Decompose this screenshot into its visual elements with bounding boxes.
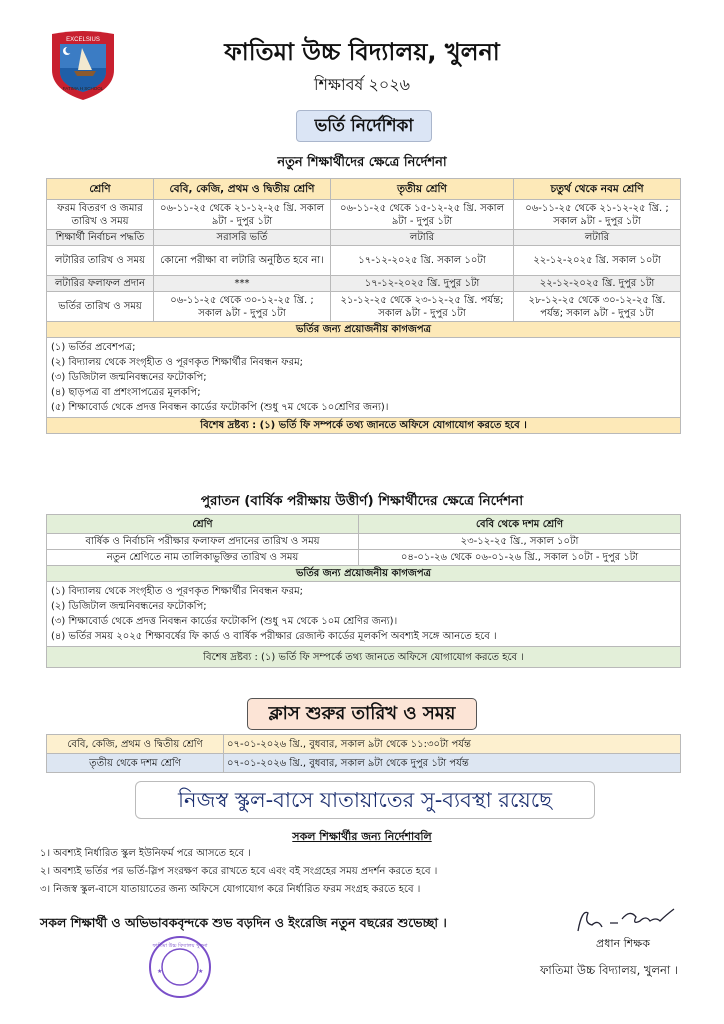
school-seal-icon <box>148 935 212 999</box>
table-cell: *** <box>154 276 331 292</box>
document-title: ভর্তি নির্দেশিকা <box>296 110 432 142</box>
table-cell: ২৮-১২-২৫ থেকে ৩০-১২-২৫ খ্রি. পর্যন্ত; সকাল ৯টা - দুপুর ১টা <box>514 292 681 322</box>
column-header: বেবি, কেজি, প্রথম ও দ্বিতীয় শ্রেণি <box>154 179 331 200</box>
row-label: বেবি, কেজি, প্রথম ও দ্বিতীয় শ্রেণি <box>47 735 224 754</box>
table-cell: সরাসরি ভর্তি <box>154 230 331 246</box>
row-label: তৃতীয় থেকে দশম শ্রেণি <box>47 754 224 773</box>
row-label: শিক্ষার্থী নির্বাচন পদ্ধতি <box>47 230 154 246</box>
row-label: ফরম বিতরণ ও জমার তারিখ ও সময় <box>47 200 154 230</box>
svg-text:★: ★ <box>157 968 163 975</box>
table-row <box>47 200 681 230</box>
table-cell: ০৬-১১-২৫ থেকে ১৫-১২-২৫ খ্রি. সকাল ৯টা - দুপুর ১টা <box>331 200 514 230</box>
table-cell: ০৬-১১-২৫ থেকে ২১-১২-২৫ খ্রি. ; সকাল ৯টা - দুপুর ১টা <box>514 200 681 230</box>
table-header-row <box>47 515 681 534</box>
instructions-title: সকল শিক্ষার্থীর জন্য নির্দেশাবলি <box>292 830 432 843</box>
table-cell: ২৩-১২-২৫ খ্রি., সকাল ১০টা <box>359 534 681 550</box>
table-cell: ২১-১২-২৫ থেকে ২৩-১২-২৫ খ্রি. পর্যন্ত; সকাল ৯টা - দুপুর ১টা <box>331 292 514 322</box>
list-item: (৪) ভর্তির সময় ২০২৫ শিক্ষাবর্ষের ফি কার্ড ও বার্ষিক পরীক্ষার রেজাল্ট কার্ডের মূলকপি অবশ্যই সঙ্গে আনতে হবে । <box>51 631 497 642</box>
table-cell: ২২-১২-২০২৫ খ্রি. দুপুর ১টা <box>514 276 681 292</box>
table-row <box>47 550 681 566</box>
svg-text:FATIMA H SCHOOL: FATIMA H SCHOOL <box>62 86 104 91</box>
table-cell: কোনো পরীক্ষা বা লটারি অনুষ্ঠিত হবে না। <box>154 246 331 276</box>
documents-header: ভর্তির জন্য প্রয়োজনীয় কাগজপত্র <box>47 566 681 582</box>
school-name: ফাতিমা উচ্চ বিদ্যালয়, খুলনা <box>224 38 500 66</box>
table-cell: লটারি <box>514 230 681 246</box>
instruction-item: ২। অবশ্যই ভর্তির পর ভর্তি-স্লিপ সংরক্ষণ করে রাখতে হবে এবং বই সংগ্রহের সময় প্রদর্শন করতে হবে । <box>40 866 438 877</box>
row-label: ভর্তির তারিখ ও সময় <box>47 292 154 322</box>
list-item: (৩) শিক্ষাবোর্ড থেকে প্রদত্ত নিবন্ধন কার্ডের ফটোকপি (শুধু ৭ম থেকে ১০ম শ্রেণির জন্য)। <box>51 616 398 627</box>
table-row <box>47 276 681 292</box>
signer-school: ফাতিমা উচ্চ বিদ্যালয়, খুলনা । <box>540 963 679 977</box>
svg-text:Sr. Gomes: Sr. Gomes <box>570 905 576 906</box>
row-label: লটারির ফলাফল প্রদান <box>47 276 154 292</box>
documents-header: ভর্তির জন্য প্রয়োজনীয় কাগজপত্র <box>47 322 681 338</box>
instruction-item: ৩। নিজস্ব স্কুল-বাসে যাতায়াতের জন্য অফিসে যোগাযোগ করে নির্ধারিত ফরম সংগ্রহ করতে হবে । <box>40 884 421 895</box>
column-header: শ্রেণি <box>47 515 359 534</box>
table-row <box>47 230 681 246</box>
table-row <box>47 246 681 276</box>
table-row <box>47 735 681 754</box>
documents-list <box>47 582 681 647</box>
old-students-table <box>46 514 681 668</box>
table-row <box>47 534 681 550</box>
table-cell: ০৬-১১-২৫ থেকে ২১-১২-২৫ খ্রি. সকাল ৯টা - দুপুর ১টা <box>154 200 331 230</box>
table-cell: ০৭-০১-২০২৬ খ্রি., বুধবার, সকাল ৯টা থেকে ১১:৩০টা পর্যন্ত <box>224 735 681 754</box>
row-label: বার্ষিক ও নির্বাচনি পরীক্ষার ফলাফল প্রদানের তারিখ ও সময় <box>47 534 359 550</box>
column-header: তৃতীয় শ্রেণি <box>331 179 514 200</box>
list-item: (৩) ডিজিটাল জন্মনিবন্ধনের ফটোকপি; <box>51 372 207 383</box>
special-note: বিশেষ দ্রষ্টব্য : (১) ভর্তি ফি সম্পর্কে তথ্য জানতে অফিসে যোগাযোগ করতে হবে । <box>47 418 681 434</box>
row-label: নতুন শ্রেণিতে নাম তালিকাভুক্তির তারিখ ও সময় <box>47 550 359 566</box>
signature <box>570 905 680 935</box>
list-item: (৫) শিক্ষাবোর্ড থেকে প্রদত্ত নিবন্ধন কার্ডের ফটোকপি (শুধু ৭ম থেকে ১০শ্রেণির জন্য)। <box>51 402 389 413</box>
svg-text:★: ★ <box>198 968 204 975</box>
table-cell: ০৬-১১-২৫ থেকে ৩০-১২-২৫ খ্রি. ; সকাল ৯টা - দুপুর ১টা <box>154 292 331 322</box>
special-note: বিশেষ দ্রষ্টব্য : (১) ভর্তি ফি সম্পর্কে তথ্য জানতে অফিসে যোগাযোগ করতে হবে । <box>47 647 681 668</box>
column-header: শ্রেণি <box>47 179 154 200</box>
greeting-message: সকল শিক্ষার্থী ও অভিভাবকবৃন্দকে শুভ বড়দিন ও ইংরেজি নতুন বছরের শুভেচ্ছা । <box>40 915 447 930</box>
list-item: (১) বিদ্যালয় থেকে সংগৃহীত ও পূরণকৃত শিক্ষার্থীর নিবন্ধন ফরম; <box>51 586 303 597</box>
class-start-title: ক্লাস শুরুর তারিখ ও সময় <box>247 698 477 730</box>
row-label: লটারির তারিখ ও সময় <box>47 246 154 276</box>
bus-notice: নিজস্ব স্কুল-বাসে যাতায়াতের সু-ব্যবস্থা রয়েছে <box>135 781 595 819</box>
old-students-title: পুরাতন (বার্ষিক পরীক্ষায় উত্তীর্ণ) শিক্ষার্থীদের ক্ষেত্রে নির্দেশনা <box>200 493 524 509</box>
table-row <box>47 754 681 773</box>
list-item: (২) ডিজিটাল জন্মনিবন্ধনের ফটোকপি; <box>51 601 207 612</box>
table-cell: ০৭-০১-২০২৬ খ্রি., বুধবার, সকাল ৯টা থেকে দুপুর ১টা পর্যন্ত <box>224 754 681 773</box>
table-header-row <box>47 179 681 200</box>
table-cell: ১৭-১২-২০২৫ খ্রি. সকাল ১০টা <box>331 246 514 276</box>
list-item: (৪) ছাড়পত্র বা প্রশংসাপত্রের মূলকপি; <box>51 387 201 398</box>
svg-text:ফাতিমা উচ্চ বিদ্যালয় খুলনা: ফাতিমা উচ্চ বিদ্যালয় খুলনা <box>152 943 208 949</box>
signer-role: প্রধান শিক্ষক <box>596 937 650 950</box>
documents-list <box>47 338 681 418</box>
column-header: চতুর্থ থেকে নবম শ্রেণি <box>514 179 681 200</box>
table-cell: লটারি <box>331 230 514 246</box>
column-header: বেবি থেকে দশম শ্রেণি <box>359 515 681 534</box>
new-students-table <box>46 178 681 434</box>
class-start-table <box>46 734 681 773</box>
list-item: (১) ভর্তির প্রবেশপত্র; <box>51 342 136 353</box>
table-cell: ০৪-০১-২৬ থেকে ০৬-০১-২৬ খ্রি., সকাল ১০টা - দুপুর ১টা <box>359 550 681 566</box>
list-item: (২) বিদ্যালয় থেকে সংগৃহীত ও পূরণকৃত শিক্ষার্থীর নিবন্ধন ফরম; <box>51 357 304 368</box>
svg-text:EXCELSIUS: EXCELSIUS <box>66 37 100 43</box>
table-cell: ২২-১২-২০২৫ খ্রি. সকাল ১০টা <box>514 246 681 276</box>
new-students-title: নতুন শিক্ষার্থীদের ক্ষেত্রে নির্দেশনা <box>277 155 447 170</box>
academic-year: শিক্ষাবর্ষ ২০২৬ <box>313 75 411 94</box>
instruction-item: ১। অবশ্যই নির্ধারিত স্কুল ইউনিফর্ম পরে আসতে হবে । <box>40 848 251 859</box>
table-row <box>47 292 681 322</box>
table-cell: ১৭-১২-২০২৫ খ্রি. দুপুর ১টা <box>331 276 514 292</box>
